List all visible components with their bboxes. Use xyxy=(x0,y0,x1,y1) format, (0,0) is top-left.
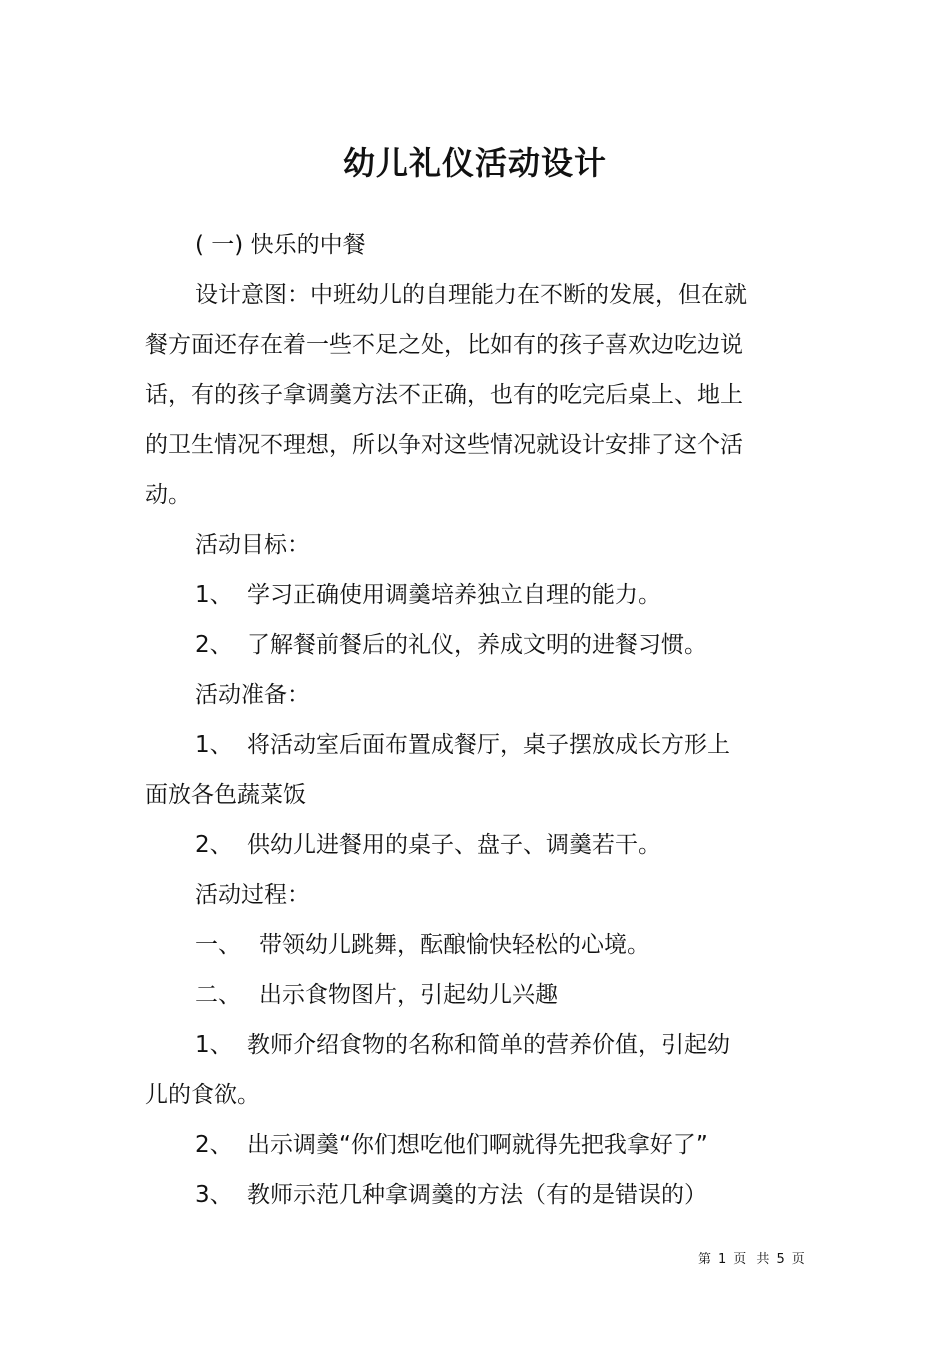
process-item xyxy=(145,1020,750,1120)
page-label-prefix: 第 xyxy=(698,1252,715,1267)
goal-item-number: 1、 xyxy=(195,582,233,608)
process-step-text: 出示食物图片，引起幼儿兴趣 xyxy=(259,982,558,1008)
page-footer xyxy=(698,1250,808,1270)
page-number: 1 xyxy=(718,1252,730,1267)
page-label-suffix: 页 xyxy=(791,1252,808,1267)
goal-item-number: 2、 xyxy=(195,632,233,658)
document-body xyxy=(145,220,750,1220)
process-item-number: 2、 xyxy=(195,1132,233,1158)
process-item-text: 出示调羹“你们想吃他们啊就得先把我拿好了” xyxy=(247,1132,708,1158)
preparation-item-text: 供幼儿进餐用的桌子、盘子、调羹若干。 xyxy=(247,832,661,858)
process-step xyxy=(145,970,750,1020)
section-heading: ( 一) 快乐的中餐 xyxy=(195,232,366,258)
preparation-item-text: 将活动室后面布置成餐厅，桌子摆放成长方形上面放各色蔬菜饭 xyxy=(145,732,730,808)
document-title: 幼儿礼仪活动设计 xyxy=(342,144,607,183)
process-item-number: 3、 xyxy=(195,1182,233,1208)
goal-item-text: 了解餐前餐后的礼仪，养成文明的进餐习惯。 xyxy=(247,632,707,658)
preparation-item-number: 2、 xyxy=(195,832,233,858)
process-heading: 活动过程： xyxy=(195,882,310,908)
process-item xyxy=(145,1120,750,1170)
preparation-item-number: 1、 xyxy=(195,732,233,758)
process-step-text: 带领幼儿跳舞，酝酿愉快轻松的心境。 xyxy=(259,932,650,958)
preparation-item xyxy=(145,720,750,820)
goals-heading: 活动目标： xyxy=(195,532,310,558)
preparation-heading: 活动准备： xyxy=(195,682,310,708)
process-item-number: 1、 xyxy=(195,1032,233,1058)
process-item-text: 教师介绍食物的名称和简单的营养价值，引起幼儿的食欲。 xyxy=(145,1032,730,1108)
goal-item xyxy=(145,620,750,670)
preparation-item xyxy=(145,820,750,870)
process-step xyxy=(145,920,750,970)
goal-item xyxy=(145,570,750,620)
goal-item-text: 学习正确使用调羹培养独立自理的能力。 xyxy=(247,582,661,608)
design-intent-paragraph: 设计意图：中班幼儿的自理能力在不断的发展，但在就餐方面还存在着一些不足之处，比如有的孩子喜欢边吃边说话，有的孩子拿调羹方法不正确，也有的吃完后桌上、地上的卫生情况不理想，所以争对这些情况就设计安排了这个活动。 xyxy=(145,282,747,508)
process-item xyxy=(145,1170,750,1220)
page-total: 5 xyxy=(776,1252,788,1267)
page-label-mid: 页 共 xyxy=(733,1252,773,1267)
process-item-text: 教师示范几种拿调羹的方法（有的是错误的） xyxy=(247,1182,707,1208)
process-step-number: 二、 xyxy=(195,982,241,1008)
process-step-number: 一、 xyxy=(195,932,241,958)
